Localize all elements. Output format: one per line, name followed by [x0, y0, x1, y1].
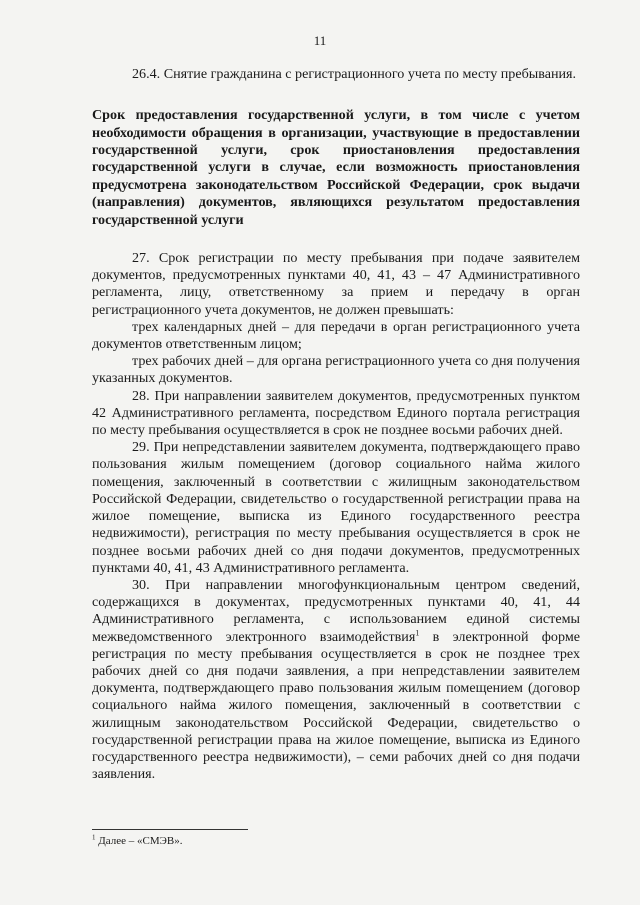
- footnote-divider: [92, 829, 248, 830]
- paragraph-30-start: 30. При направлении многофункциональным центром сведений, содержащихся в документах, предусмотренных пунктами 40, 41, 44 Административного регламента, с использованием единой системы межведомственного электронного взаимодействия: [92, 576, 580, 645]
- document-body: [92, 66, 580, 783]
- paragraph-27: 27. Срок регистрации по месту пребывания при подаче заявителем документов, предусмотренных пунктами 40, 41, 43 – 47 Административного регламента, лицу, ответственному за прием и передачу в орган регистрационного учета документов, не должен превышать:: [92, 250, 580, 318]
- section-heading: Срок предоставления государственной услуги, в том числе с учетом необходимости обращения в организации, участвующие в предоставлении государственной услуги, срок приостановления предоставления государственной услуги в случае, если возможность приостановления предусмотрена законодательством Российской Федерации, срок выдачи (направления) документов, являющихся результатом предоставления государственной услуги: [92, 107, 580, 228]
- paragraph-27-b: трех рабочих дней – для органа регистрационного учета со дня получения указанных документов.: [92, 353, 580, 387]
- footnote-mark: 1: [92, 833, 96, 842]
- paragraph-30: [92, 577, 580, 783]
- paragraph-27-a: трех календарных дней – для передачи в орган регистрационного учета документов ответственным лицом;: [92, 318, 580, 353]
- footnote: [92, 835, 580, 848]
- paragraph-29: 29. При непредставлении заявителем документа, подтверждающего право пользования жилым помещением (договор социального найма жилого помещения, заключенный в соответствии с жилищным законодательством Российской Федерации, свидетельство о государственной регистрации права на жилое помещение, выписка из Единого государственного реестра недвижимости), регистрация по месту пребывания осуществляется в срок не позднее восьми рабочих дней со дня подачи документов, предусмотренных пунктами 40, 41, 43 Административного регламента.: [92, 439, 580, 576]
- footnote-reference[interactable]: 1: [415, 627, 420, 637]
- page-number: 11: [313, 33, 327, 48]
- paragraph-28: 28. При направлении заявителем документов, предусмотренных пунктом 42 Административного регламента, посредством Единого портала регистрация по месту пребывания осуществляется в срок не позднее восьми рабочих дней.: [92, 387, 580, 439]
- item-26-4: 26.4. Снятие гражданина с регистрационного учета по месту пребывания.: [132, 66, 577, 82]
- footnote-text: Далее – «СМЭВ».: [95, 835, 183, 847]
- paragraph-30-end: в электронной форме регистрация по месту пребывания осуществляется в срок не позднее трех рабочих дней со дня подачи заявления, а при непредставлении заявителем документа, подтверждающего право пользования жилым помещением (договор социального найма жилого помещения, заключенный в соответствии с жилищным законодательством Российской Федерации, свидетельство о государственной регистрации права на жилое помещение, выписка из Единого государственного реестра недвижимости), – семи рабочих дней со дня подачи заявления.: [92, 628, 580, 783]
